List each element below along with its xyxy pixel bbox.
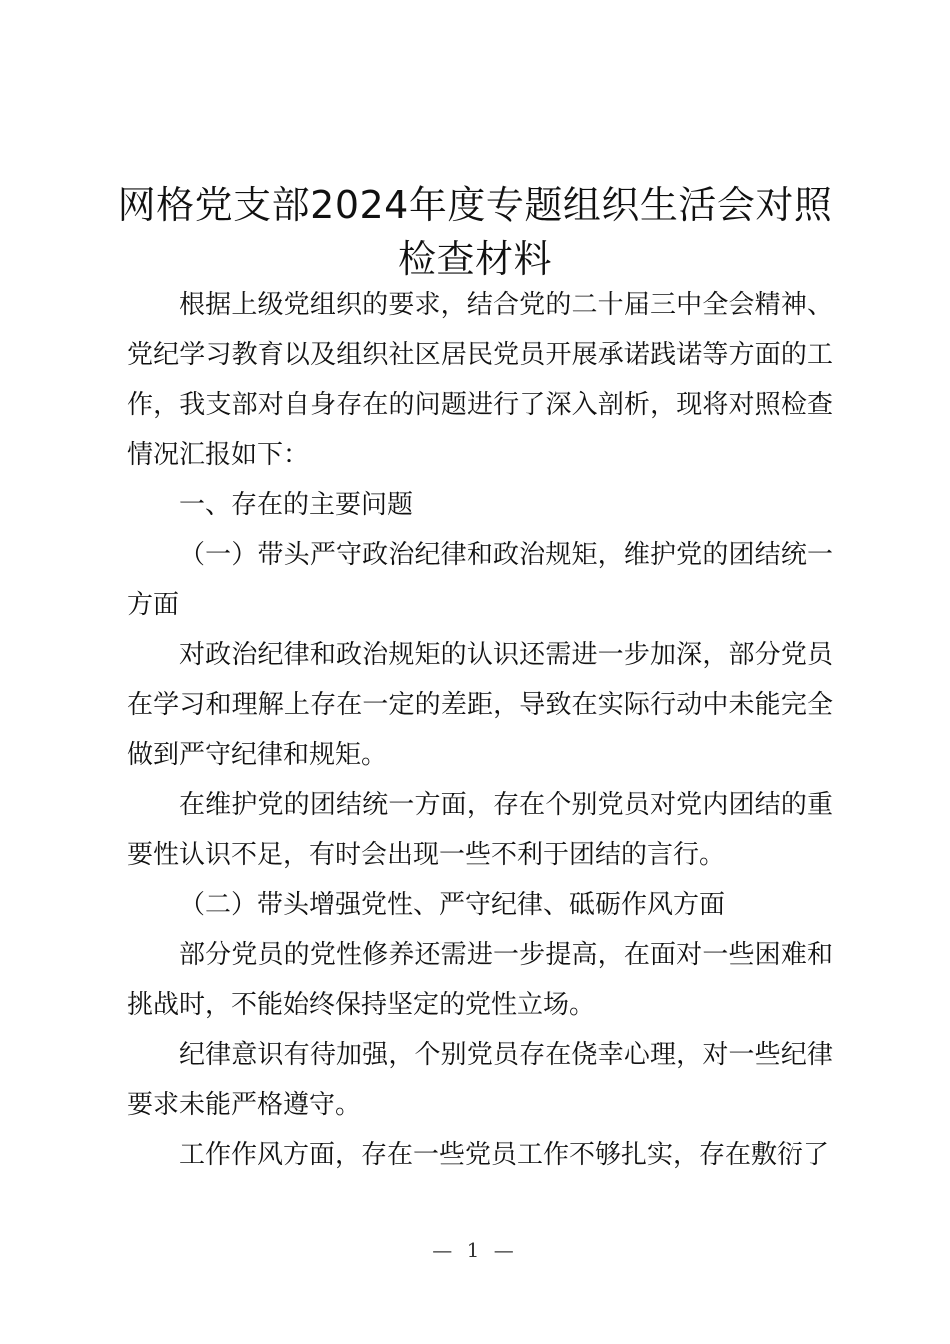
- subsection-heading-1: （一）带头严守政治纪律和政治规矩，维护党的团结统一方面: [127, 540, 833, 620]
- body-paragraph: 在维护党的团结统一方面，存在个别党员对党内团结的重要性认识不足，有时会出现一些不利于团结的言行。: [127, 790, 833, 870]
- document-body: [127, 280, 833, 1180]
- subsection-heading-2: （二）带头增强党性、严守纪律、砥砺作风方面: [179, 890, 726, 920]
- body-paragraph: 对政治纪律和政治规矩的认识还需进一步加深，部分党员在学习和理解上存在一定的差距，导致在实际行动中未能完全做到严守纪律和规矩。: [127, 640, 833, 770]
- page-number: — 1 —: [432, 1238, 518, 1262]
- body-paragraph: 部分党员的党性修养还需进一步提高，在面对一些困难和挑战时，不能始终保持坚定的党性立场。: [127, 940, 833, 1020]
- intro-paragraph: 根据上级党组织的要求，结合党的二十届三中全会精神、党纪学习教育以及组织社区居民党员开展承诺践诺等方面的工作，我支部对自身存在的问题进行了深入剖析，现将对照检查情况汇报如下：: [127, 290, 833, 470]
- body-paragraph: 工作作风方面，存在一些党员工作不够扎实，存在敷衍了: [179, 1140, 830, 1170]
- document-title: 网格党支部2024年度专题组织生活会对照检查材料: [117, 183, 833, 281]
- section-heading-1: 一、存在的主要问题: [179, 490, 414, 520]
- body-paragraph: 纪律意识有待加强，个别党员存在侥幸心理，对一些纪律要求未能严格遵守。: [127, 1040, 833, 1120]
